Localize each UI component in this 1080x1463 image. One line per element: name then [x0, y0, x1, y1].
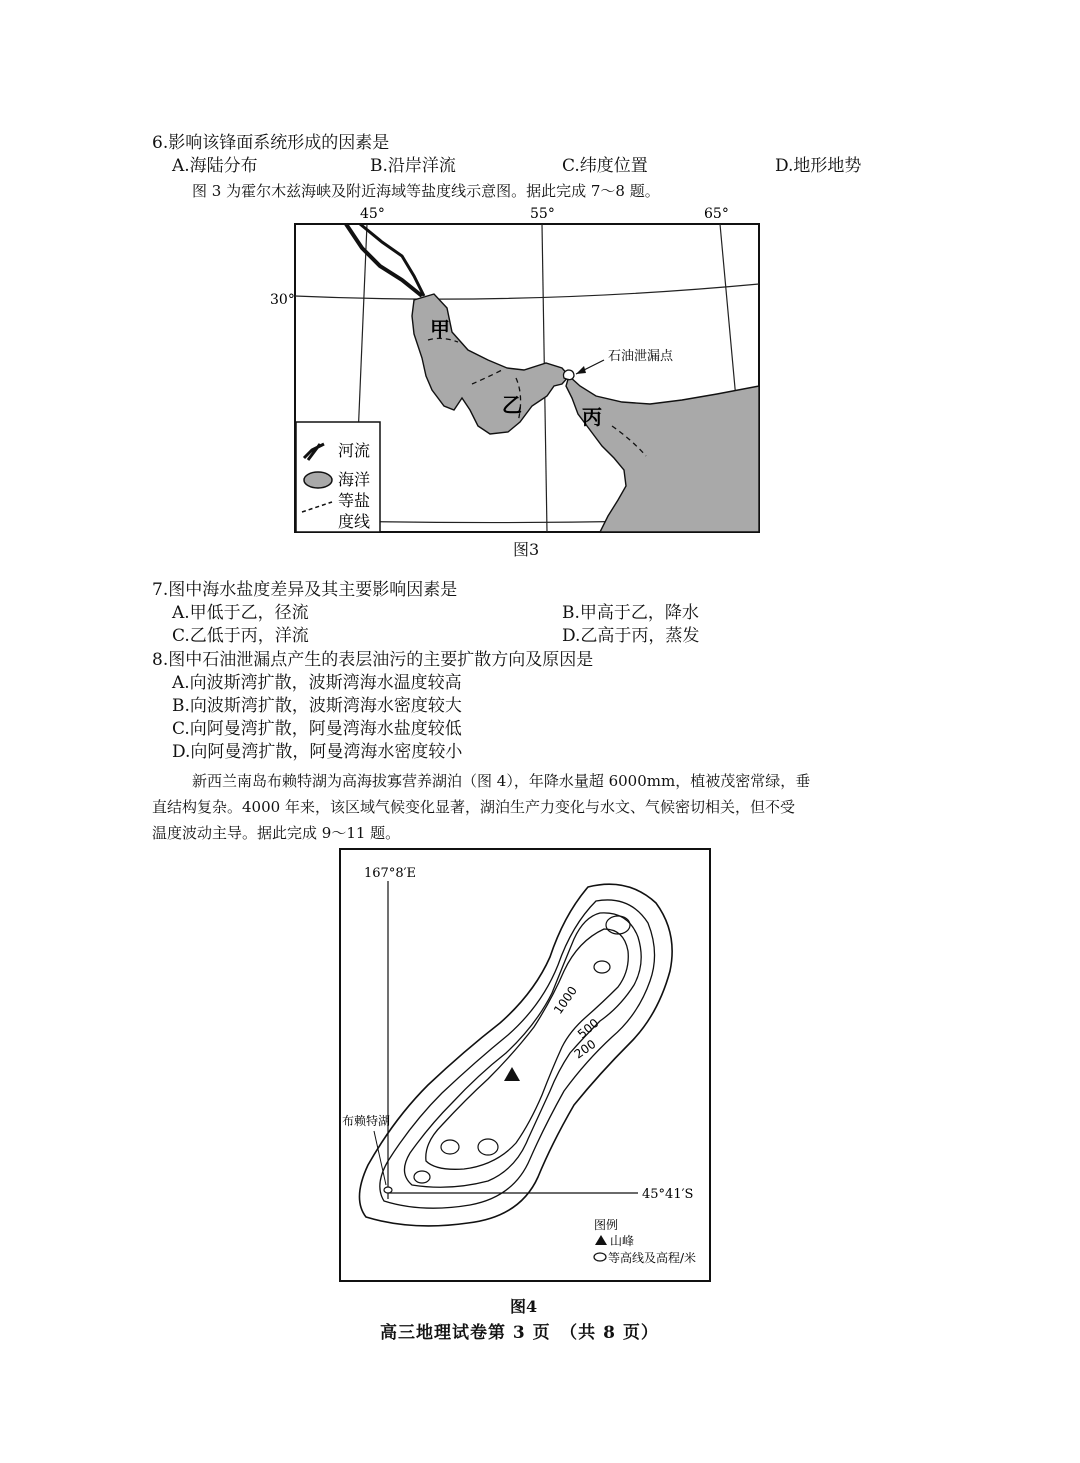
zone-bing-label: 丙: [582, 405, 602, 429]
fig4-legend-title: 图例: [594, 1218, 619, 1232]
legend-isohaline-label-2: 度线: [338, 512, 371, 531]
q6-stem: 6.影响该锋面系统形成的因素是: [152, 133, 390, 153]
q8-option-a: A.向波斯湾扩散，波斯湾海水温度较高: [172, 673, 462, 693]
q6-option-d: D.地形地势: [775, 156, 862, 176]
zone-jia-label: 甲: [430, 317, 450, 341]
figure4-intro-line2: 直结构复杂。4000 年来，该区域气候变化显著，湖泊生产力变化与水文、气候密切相关，但不受: [152, 798, 795, 816]
q6-option-a: A.海陆分布: [172, 156, 258, 176]
legend-river-label: 河流: [338, 441, 371, 460]
contour-label-200: 200: [571, 1036, 599, 1062]
figure4-caption: 图4: [510, 1297, 538, 1316]
figure4-map: [338, 847, 714, 1285]
fig3-lon-45: 45°: [360, 206, 385, 222]
q7-option-b: B.甲高于乙，降水: [562, 603, 699, 623]
zone-yi-label: 乙: [502, 393, 522, 417]
figure3-caption: 图3: [513, 540, 540, 559]
fig3-lon-55: 55°: [530, 206, 555, 222]
bright-lake-label: 布赖特湖: [342, 1114, 391, 1128]
q6-option-b: B.沿岸洋流: [370, 156, 456, 176]
q8-stem: 8.图中石油泄漏点产生的表层油污的主要扩散方向及原因是: [152, 650, 594, 670]
legend-ocean-label: 海洋: [338, 470, 371, 489]
contour-label-500: 500: [574, 1015, 602, 1042]
q7-option-d: D.乙高于丙，蒸发: [562, 626, 700, 646]
q8-option-c: C.向阿曼湾扩散，阿曼湾海水盐度较低: [172, 719, 462, 739]
figure4-intro-line1: 新西兰南岛布赖特湖为高海拔寡营养湖泊（图 4），年降水量超 6000mm，植被茂密常绿，垂: [192, 772, 811, 790]
fig3-lat-30: 30°: [270, 292, 295, 308]
q8-option-d: D.向阿曼湾扩散，阿曼湾海水密度较小: [172, 742, 463, 762]
contour-label-1000: 1000: [550, 983, 580, 1017]
q7-option-a: A.甲低于乙，径流: [172, 603, 309, 623]
figure3-intro: 图 3 为霍尔木兹海峡及附近海域等盐度线示意图。据此完成 7～8 题。: [192, 182, 660, 200]
fig4-lon-label: 167°8′E: [364, 866, 417, 881]
spill-point-marker: [564, 370, 575, 380]
legend-peak-label: 山峰: [610, 1234, 635, 1248]
page-footer: 高三地理试卷第 3 页 （共 8 页）: [380, 1323, 659, 1343]
ocean-legend-icon: [304, 472, 332, 488]
fig3-lon-65: 65°: [704, 206, 729, 222]
q8-option-b: B.向波斯湾扩散，波斯湾海水密度较大: [172, 696, 462, 716]
figure4-intro-line3: 温度波动主导。据此完成 9～11 题。: [152, 824, 401, 842]
fig4-lat-label: 45°41′S: [642, 1187, 694, 1202]
q7-option-c: C.乙低于丙，洋流: [172, 626, 309, 646]
bright-lake-marker: [384, 1187, 392, 1193]
legend-contour-label: 等高线及高程/米: [608, 1251, 697, 1265]
figure3-map: [262, 200, 772, 540]
legend-isohaline-label-1: 等盐: [338, 491, 371, 510]
q7-stem: 7.图中海水盐度差异及其主要影响因素是: [152, 580, 458, 600]
q6-option-c: C.纬度位置: [562, 156, 648, 176]
spill-point-label: 石油泄漏点: [608, 349, 674, 364]
